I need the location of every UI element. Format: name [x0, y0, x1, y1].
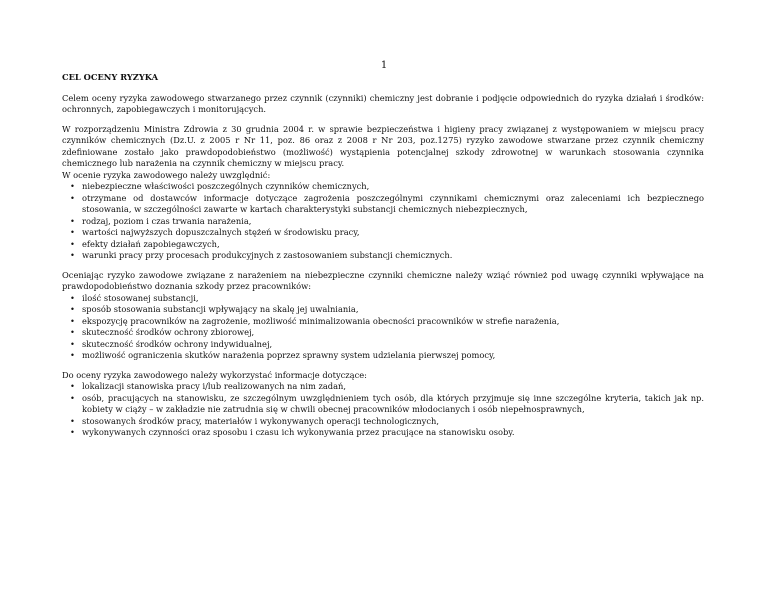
list-item: • lokalizacji stanowiska pracy i/lub realizowanych na nim zadań, [62, 381, 704, 393]
regulation-paragraph: W rozporządzeniu Ministra Zdrowia z 30 grudnia 2004 r. w sprawie bezpieczeństwa i higieny pracy związanej z występowaniem w miejscu pracy czynników chemicznych (Dz.U. z 2005 r Nr 11, poz. 86 oraz z 2008 r Nr 203, poz.1275) ryzyko zawodowe stwarzane przez czynnik chemiczny zdefiniowane zostało jako prawdopodobieństwo (możliwość) wystąpienia potencjalnej szkody zdrowotnej w warunkach stosowania czynnika chemicznego lub narażenia na czynnik chemiczny w miejscu pracy. [62, 123, 704, 168]
section-lead: W ocenie ryzyka zawodowego należy uwzględnić: [62, 169, 271, 180]
bullet-list [62, 293, 704, 362]
list-item: • wartości najwyższych dopuszczalnych stężeń w środowisku pracy, [62, 227, 704, 239]
list-item: • ekspozycję pracowników na zagrożenie, możliwość minimalizowania obecności pracowników w strefie narażenia, [62, 316, 704, 328]
list-item: • efekty działań zapobiegawczych, [62, 239, 704, 251]
section-lead: Do oceny ryzyka zawodowego należy wykorzystać informacje dotyczące: [62, 369, 367, 380]
bullet-list [62, 181, 704, 262]
list-item: • wykonywanych czynności oraz sposobu i czasu ich wykonywania przez pracujące na stanowisku osoby. [62, 427, 704, 439]
document-body [62, 72, 704, 439]
list-item: • skuteczność środków ochrony zbiorowej, [62, 327, 704, 339]
section-lead: Oceniając ryzyko zawodowe związane z narażeniem na niebezpieczne czynniki chemiczne należy wziąć również pod uwagę czynniki wpływające na prawdopodobieństwo doznania szkody przez pracowników: [62, 269, 704, 291]
section-probability-factors [62, 270, 704, 362]
list-item: • ilość stosowanej substancji, [62, 293, 704, 305]
list-item: • warunki pracy przy procesach produkcyjnych z zastosowaniem substancji chemicznych. [62, 250, 704, 262]
page-number: 1 [380, 60, 388, 71]
list-item: • stosowanych środków pracy, materiałów i wykonywanych operacji technologicznych, [62, 416, 704, 428]
section-considerations [62, 170, 704, 262]
section-information-sources [62, 370, 704, 439]
list-item: • skuteczność środków ochrony indywidualnej, [62, 339, 704, 351]
list-item: • możliwość ograniczenia skutków narażenia poprzez sprawny system udzielania pierwszej pomocy, [62, 350, 704, 362]
list-item: • sposób stosowania substancji wpływający na skalę jej uwalniania, [62, 304, 704, 316]
intro-paragraph: Celem oceny ryzyka zawodowego stwarzanego przez czynnik (czynniki) chemiczny jest dobranie i podjęcie odpowiednich do ryzyka działań i środków: ochronnych, zapobiegawczych i monitorujących. [62, 92, 704, 114]
list-item: • otrzymane od dostawców informacje dotyczące zagrożenia poszczególnymi czynnikami chemicznymi oraz zaleceniami ich bezpiecznego stosowania, w szczególności zawarte w kartach charakterystyki substancji chemicznych niebezpiecznych, [62, 193, 704, 216]
list-item: • osób, pracujących na stanowisku, ze szczególnym uwzględnieniem tych osób, dla których przyjmuje się inne szczególne kryteria, takich jak np. kobiety w ciąży – w zakładzie nie zatrudnia się w chwili obecnej pracowników młodocianych i osób niepełnosprawnych, [62, 393, 704, 416]
bullet-list [62, 381, 704, 439]
section-heading: CEL OCENY RYZYKA [62, 72, 159, 82]
list-item: • niebezpieczne właściwości poszczególnych czynników chemicznych, [62, 181, 704, 193]
list-item: • rodzaj, poziom i czas trwania narażenia, [62, 216, 704, 228]
